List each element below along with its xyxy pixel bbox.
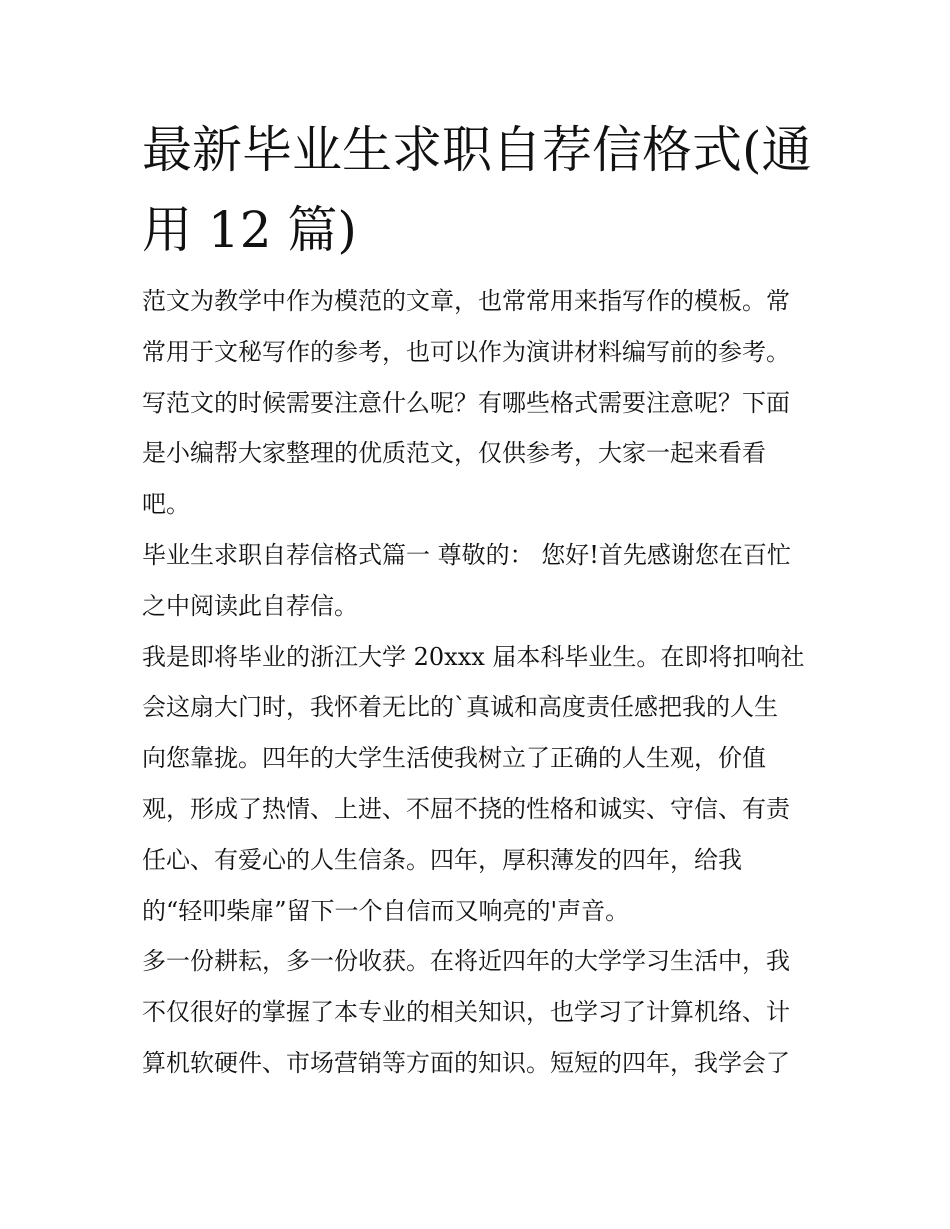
body-line: 常用于文秘写作的参考，也可以作为演讲材料编写前的参考。 <box>142 337 790 366</box>
title-line-1: 最新毕业生求职自荐信格式(通 <box>142 121 812 179</box>
body-line: 的“轻叩柴扉”留下一个自信而又响亮的'声音。 <box>142 896 630 925</box>
body-line: 会这扇大门时，我怀着无比的`真诚和高度责任感把我的人生 <box>142 693 778 722</box>
document-title <box>142 110 814 270</box>
body-line: 观，形成了热情、上进、不屈不挠的性格和诚实、守信、有责 <box>142 794 790 823</box>
body-line: 算机软硬件、市场营销等方面的知识。短短的四年，我学会了 <box>142 1048 790 1077</box>
title-line-2: 用 12 篇) <box>142 201 357 259</box>
body-line: 之中阅读此自荐信。 <box>142 591 358 620</box>
body-line: 范文为教学中作为模范的文章，也常常用来指写作的模板。常 <box>142 287 790 315</box>
body-line: 写范文的时候需要注意什么呢？有哪些格式需要注意呢？下面 <box>142 388 790 417</box>
body-line: 向您靠拢。四年的大学生活使我树立了正确的人生观，价值 <box>142 744 766 773</box>
document-body <box>142 276 814 1089</box>
body-line: 任心、有爱心的人生信条。四年，厚积薄发的四年，给我 <box>142 845 742 874</box>
body-line: 我是即将毕业的浙江大学 20xxx 届本科毕业生。在即将扣响社 <box>142 642 805 671</box>
body-line: 多一份耕耘，多一份收获。在将近四年的大学学习生活中，我 <box>142 947 790 976</box>
body-line: 是小编帮大家整理的优质范文，仅供参考，大家一起来看看 <box>142 439 766 468</box>
body-line: 毕业生求职自荐信格式篇一 尊敬的： 您好!首先感谢您在百忙 <box>142 540 791 569</box>
body-line: 吧。 <box>142 490 190 519</box>
body-line: 不仅很好的掌握了本专业的相关知识，也学习了计算机络、计 <box>142 998 790 1027</box>
